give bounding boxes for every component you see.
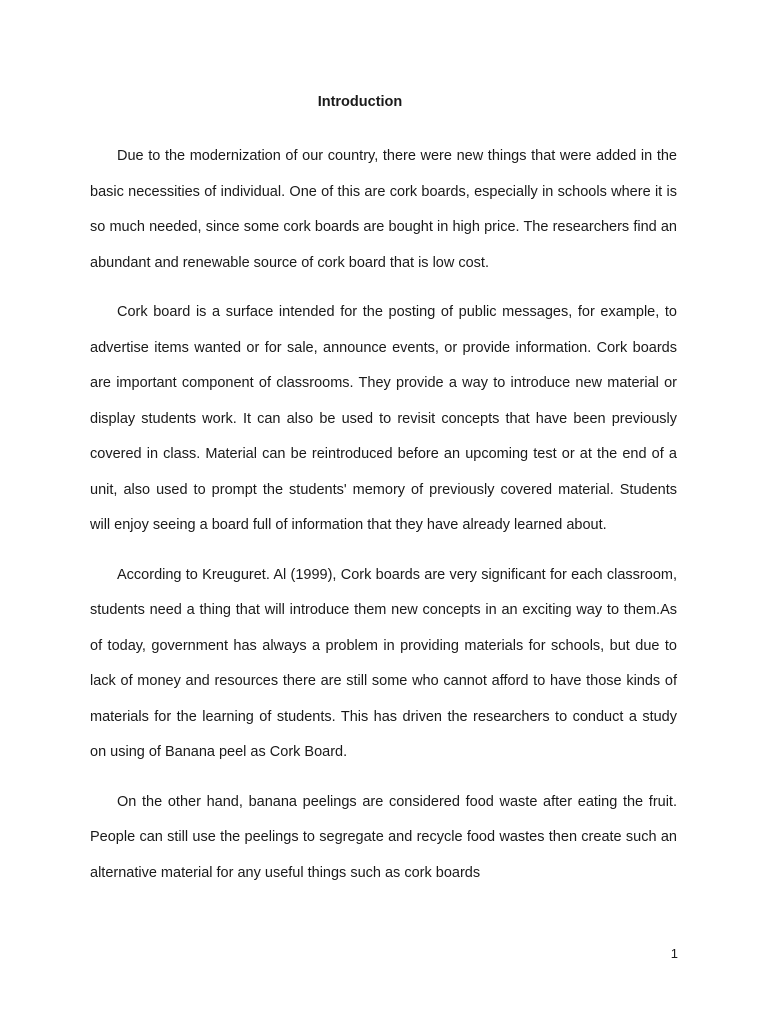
paragraph-1: Due to the modernization of our country, there were new things that were added in the basic necessities of individual. One of this are cork boards, especially in schools where it is so much needed, since some cork boards are bought in high price. The researchers find an abundant and renewable source of cork board that is low cost. — [90, 148, 677, 271]
page-title: Introduction — [317, 94, 403, 110]
paragraph-3: According to Kreuguret. Al (1999), Cork boards are very significant for each classroom, students need a thing that will introduce them new concepts in an exciting way to them.As of today, government has always a problem in providing materials for schools, but due to lack of money and resources there are still some who cannot afford to have those kinds of materials for the learning of students. This has driven the researchers to conduct a study on using of Banana peel as Cork Board. — [90, 566, 677, 760]
page-number: 1 — [670, 946, 678, 961]
paragraph-4: On the other hand, banana peelings are considered food waste after eating the fruit. People can still use the peelings to segregate and recycle food wastes then create such an alternative material for any useful things such as cork boards — [90, 793, 677, 881]
paragraph-2: Cork board is a surface intended for the posting of public messages, for example, to advertise items wanted or for sale, announce events, or provide information. Cork boards are important component of classrooms. They provide a way to introduce new material or display students work. It can also be used to revisit concepts that have been previously covered in class. Material can be reintroduced before an upcoming test or at the end of a unit, also used to prompt the students' memory of previously covered material. Students will enjoy seeing a board full of information that they have already learned about. — [90, 304, 677, 533]
body-text — [90, 139, 677, 905]
